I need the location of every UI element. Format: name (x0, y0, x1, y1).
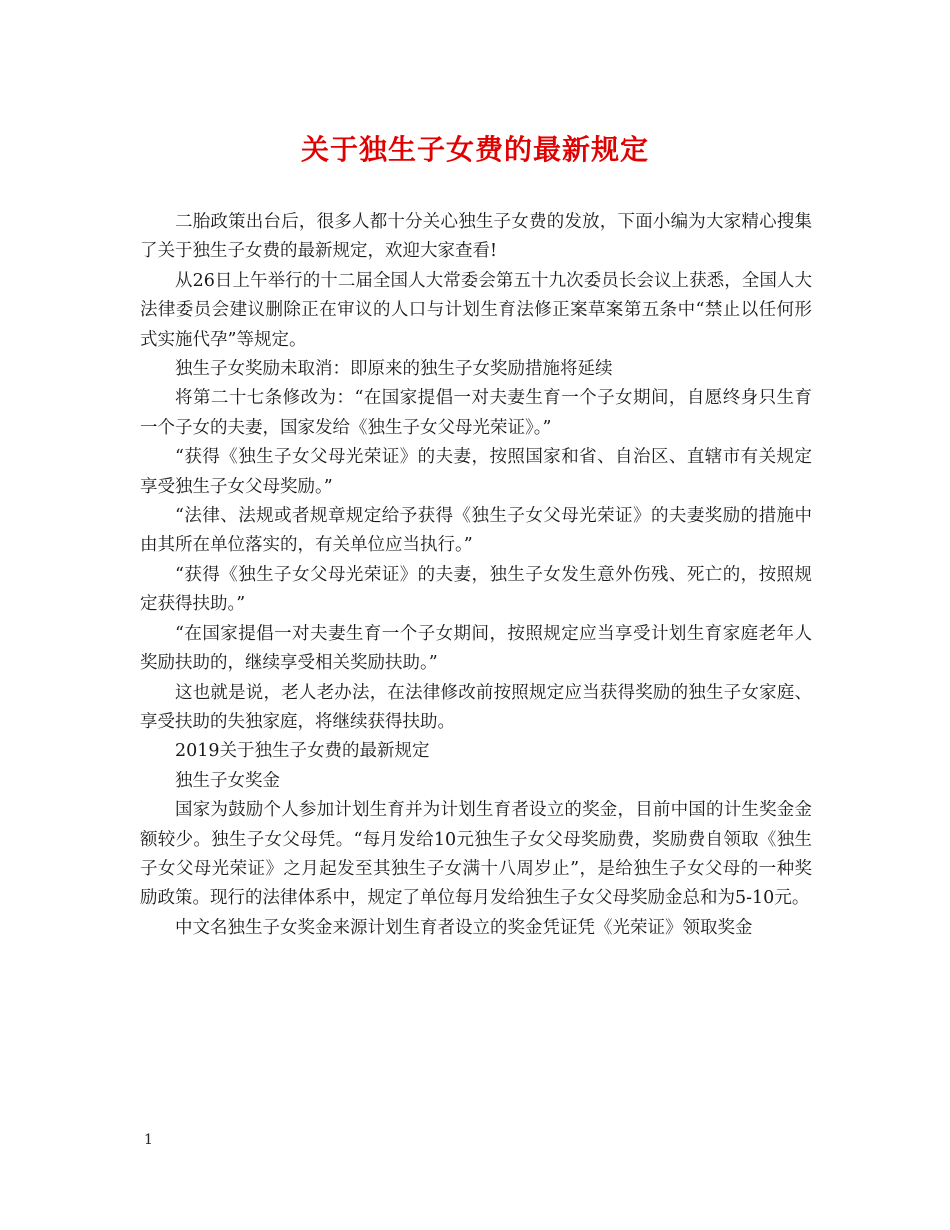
paragraph: “法律、法规或者规章规定给予获得《独生子女父母光荣证》的夫妻奖励的措施中由其所在单位落实的，有关单位应当执行。” (140, 506, 812, 556)
paragraph: 这也就是说，老人老办法，在法律修改前按照规定应当获得奖励的独生子女家庭、享受扶助的失独家庭，将继续获得扶助。 (140, 682, 812, 732)
paragraph: 从26日上午举行的十二届全国人大常委会第五十九次委员长会议上获悉，全国人大法律委员会建议删除正在审议的人口与计划生育法修正案草案第五条中“禁止以任何形式实施代孕”等规定。 (140, 270, 812, 350)
paragraph: 二胎政策出台后，很多人都十分关心独生子女费的发放，下面小编为大家精心搜集了关于独生子女费的最新规定，欢迎大家查看! (140, 212, 812, 262)
paragraph: “获得《独生子女父母光荣证》的夫妻，按照国家和省、自治区、直辖市有关规定享受独生子女父母奖励。” (140, 447, 812, 497)
paragraph: 中文名独生子女奖金来源计划生育者设立的奖金凭证凭《光荣证》领取奖金 (175, 917, 753, 938)
paragraph: “获得《独生子女父母光荣证》的夫妻，独生子女发生意外伤残、死亡的，按照规定获得扶助。” (140, 564, 812, 615)
page-number: 1 (144, 1132, 153, 1148)
paragraph: 将第二十七条修改为：“在国家提倡一对夫妻生育一个子女期间，自愿终身只生育一个子女的夫妻，国家发给《独生子女父母光荣证》。” (140, 388, 812, 438)
paragraph: 独生子女奖励未取消：即原来的独生子女奖励措施将延续 (175, 359, 613, 380)
paragraph: “在国家提倡一对夫妻生育一个子女期间，按照规定应当享受计划生育家庭老年人奖励扶助的，继续享受相关奖励扶助。” (140, 623, 812, 674)
document-title: 关于独生子女费的最新规定 (300, 133, 649, 166)
paragraph: 国家为鼓励个人参加计划生育并为计划生育者设立的奖金，目前中国的计生奖金金额较少。独生子女父母凭。“每月发给10元独生子女父母奖励费，奖励费自领取《独生子女父母光荣证》之月起发至其独生子女满十八周岁止”，是给独生子女父母的一种奖励政策。现行的法律体系中，规定了单位每月发给独生子女父母奖励金总和为5-10元。 (140, 800, 812, 909)
document-body (140, 208, 812, 943)
paragraph: 独生子女奖金 (175, 770, 280, 791)
paragraph: 2019关于独生子女费的最新规定 (175, 741, 430, 762)
